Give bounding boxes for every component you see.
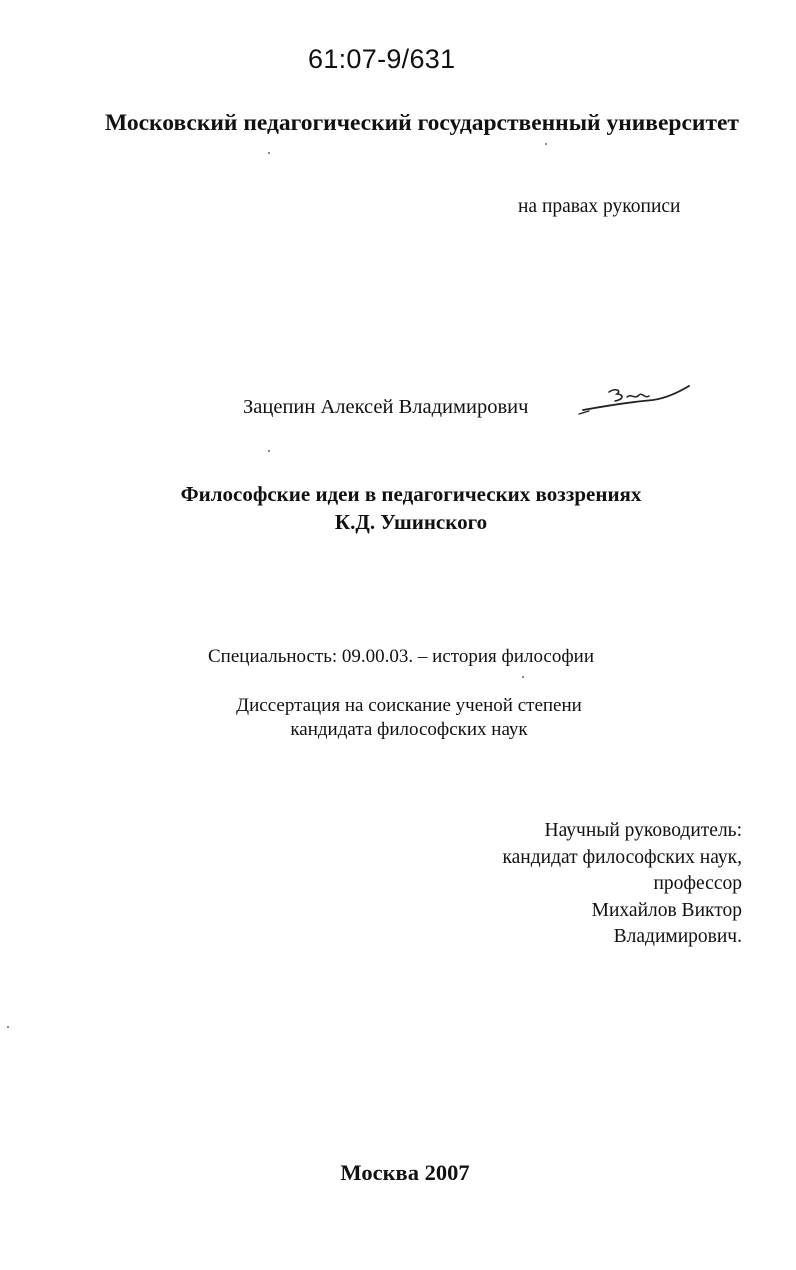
supervisor-line-4: Михайлов Виктор: [591, 899, 742, 921]
dissertation-title: [0, 480, 796, 536]
degree-line-2: кандидата философских наук: [290, 719, 528, 740]
scan-speck: [522, 676, 524, 678]
scan-speck: [545, 143, 547, 145]
city-year: Москва 2007: [340, 1160, 470, 1185]
title-line-1: Философские идеи в педагогических воззрениях: [180, 482, 642, 506]
rights-note: на правах рукописи: [518, 196, 681, 217]
scan-speck: [268, 152, 270, 154]
supervisor-line-2: кандидат философских наук,: [502, 846, 742, 868]
supervisor-line-3: профессор: [653, 873, 742, 894]
supervisor-block: [502, 818, 742, 951]
author-name: Зацепин Алексей Владимирович: [243, 396, 529, 418]
supervisor-line-1: Научный руководитель:: [544, 820, 742, 841]
specialty-line: Специальность: 09.00.03. – история философии: [208, 646, 595, 667]
scan-speck: [7, 1026, 9, 1028]
scan-speck: [268, 450, 270, 452]
title-line-2: К.Д. Ушинского: [334, 510, 488, 534]
degree-line-1: Диссертация на соискание ученой степени: [236, 695, 582, 716]
degree-statement: [0, 694, 796, 742]
supervisor-line-5: Владимирович.: [613, 926, 742, 947]
document-code: 61:07-9/631: [308, 44, 456, 74]
university-name: Московский педагогический государственный университет: [105, 110, 739, 136]
handwritten-signature: [575, 380, 695, 420]
